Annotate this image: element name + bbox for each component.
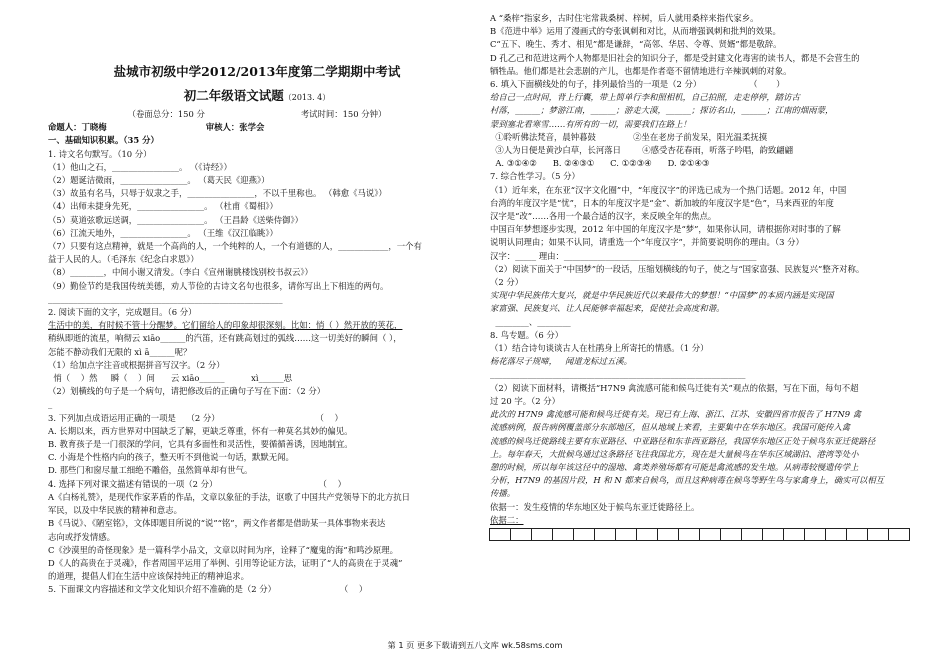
text-line: D. 那些门和窗尽量工细绝不雕俗，虽然简单却有世气。: [48, 465, 253, 476]
text-line: （5）莫道弦歌远送调，________________。 （王昌龄《送柴侍御》）: [48, 214, 304, 225]
text-line: （4）出师未捷身先死，________________。 （杜甫《蜀相》）: [48, 201, 278, 212]
text-line: B《马说》、《陋室铭》，文体即题目所说的“说”“铭”，两文作者都是借助某一具体事物来表达: [48, 518, 386, 529]
text-line: B. 教育孩子是一门很深的学问，它具有多面性和灵活性，要循循善诱，因地制宜。: [48, 439, 353, 450]
text-line: 7. 综合性学习。（5 分）: [490, 171, 580, 182]
text-line: （8）________，中间小谢又清发。（李白《宣州谢朓楼饯别校书叔云》）: [48, 267, 313, 278]
text-line: C. 小海是个性格内向的孩子，整天听不到他说一句话，默默无闻。: [48, 452, 294, 463]
text-line: C“五下、晚生、秀才、相见”都是谦辞，“高邻、华居、令尊、贤婿”都是敬辞。: [490, 39, 782, 50]
answer-line: ________、________: [490, 316, 571, 327]
answer-line: 汉字：_____ 理由：______________________________________________: [490, 250, 757, 261]
text-line: 军民，以及中华民族的精神和意志。: [48, 505, 182, 516]
passage-line: 分析，H7N9 的基因片段，H 和 N 都来自候鸟，而且这种病毒在候鸟等野生鸟与家禽身上，确实可以相互: [490, 475, 884, 486]
text-line: B《范进中举》运用了漫画式的夸张讽刺和对比，从而增强讽刺和批判的效果。: [490, 26, 781, 37]
text-line: 1. 诗文名句默写。（10 分）: [48, 148, 152, 159]
passage-line: 传播。: [490, 488, 516, 499]
text-line: （3）故虽有名马，只辱于奴隶之手，________________，不以千里称也。 （韩愈《马说》）: [48, 188, 387, 199]
text-line: （9）勤俭节约是我国传统美德，劝人节俭的古诗文名句也很多，请你写出上下相连的两句。: [48, 280, 389, 291]
text-line: 的道理，提倡人们在生活中应该保持纯正的精神追求。: [48, 571, 249, 582]
text-line: 台湾的年度汉字是“忧”，日本的年度汉字是“金”、新加坡的年度汉字是“色”，马来西亚的年度: [490, 197, 834, 208]
text-line: 悄（ ）然 瞬（ ）间 云 xiāo______ xì______思: [48, 373, 293, 384]
page-footer: 第 1 页 更多下载请到五八文库 wk.58sms.com: [387, 640, 563, 650]
text-line: （2）题诞洁微雨，________________。 （葛天民《迎燕》）: [48, 175, 270, 186]
answer-grid[interactable]: [490, 529, 920, 541]
text-line: A《白杨礼赞》，是现代作家茅盾的作品，文章以象征的手法，讴歌了中国共产党领导下的北方抗日: [48, 491, 410, 502]
text-line: 3. 下列加点成语运用正确的一项是 （2 分） （ ）: [48, 412, 343, 423]
option-line: ①聆听佛法梵音，晨钟暮鼓 ②坐在老房子前发呆，阳光温柔抚摸: [490, 131, 768, 142]
text-line: 汉字是“改”……各用一个最合适的汉字，来反映全年的焦点。: [490, 211, 717, 222]
text-line: D《人的高贵在于灵魂》，作者周国平运用了举例、引用等论证方法，证明了“人的高贵在于灵魂”: [48, 557, 403, 568]
text-line: （1）结合诗句谈谈古人在杜鹃身上所寄托的情感。（1 分）: [490, 343, 709, 354]
exam-date: （2013. 4）: [283, 93, 331, 102]
text-line: 过 20 字。（2 分）: [490, 395, 561, 406]
passage-line: 家富强、民族复兴、让人民能够幸福起来，促使社会高度和谐。: [490, 303, 725, 314]
text-line: 说明认同理由；如果不认同，请重选一个“年度汉字”，并简要说明你的理由。（3 分）: [490, 237, 804, 248]
exam-meta-scores: （卷面总分：150 分 考试时间：150 分钟）: [127, 109, 387, 119]
text-line: A “桑梓”指家乡，古时住宅常栽桑树、梓树，后人就用桑梓来指代家乡。: [490, 13, 759, 23]
poem-line: 杨花落尽子规啼， 闻道龙标过五溪。: [490, 356, 632, 367]
text-line: （6）江流天地外，________________。 （王维《汉江临眺》）: [48, 227, 278, 238]
text-line: （2）划横线的句子是一个病句，请把修改后的正确句子写在下面：（2 分）: [48, 386, 326, 397]
answer-line: _____________________________________________________________: [490, 369, 746, 380]
exam-subtitle-text: 初二年级语文试题: [183, 88, 284, 103]
passage-line: 生活中的美，有时候不管十分醒梦。它们留给人的印象却很深刻。比如：悄（ ）然开放的荚花，: [48, 320, 403, 331]
passage-line: 实现中华民族伟大复兴，就是中华民族近代以来最伟大的梦想！“中国梦”的本质内涵是实现国: [490, 290, 834, 301]
option-line: A. ③①④② B. ②④③① C. ①②③④ D. ②①④③: [490, 158, 710, 169]
text-line: （2）阅读下面材料，请概括“H7N9 禽流感可能和候鸟迁徙有关”观点的依据，写在下面，每句不超: [490, 382, 859, 393]
exam-subtitle: [48, 86, 466, 108]
passage-line: 此次的 H7N9 禽流感可能和候鸟迁徙有关。现已有上海、浙江、江苏、安徽四省市报告了 H7N9 禽: [490, 409, 862, 420]
text-line: C《沙漠里的奇怪现象》是一篇科学小品文，文章以时间为序，诠释了“魔鬼的海”和鸣沙原理。: [48, 544, 398, 555]
text-line: （2 分）: [490, 277, 524, 288]
text-line: 一、基础知识积累。（35 分）: [48, 135, 159, 146]
answer-line: ________________________________________________________: [48, 293, 283, 304]
text-line: A. 长期以来，西方世界对中国缺乏了解，更缺乏尊重，怀有一种莫名其妙的偏见。: [48, 425, 353, 436]
text-line: 中国百年梦想逐步实现，2012 年中国的年度汉字是“梦”，如果你认同，请根据你对时事的了解: [490, 224, 841, 235]
text-line: 志向或抒发情感。: [48, 531, 115, 542]
text-line: 益于人民的人。（毛泽东《纪念白求恩》）: [48, 254, 199, 265]
text-line: 依据二：: [490, 514, 524, 525]
text-line: 5. 下面课文内容描述和文学文化知识介绍不准确的是（2 分） （ ）: [48, 584, 368, 595]
option-line: ③人为日便是黄沙白草，长河落日 ④感受杏花春雨，听落子吟唱，韵致翩翩: [490, 145, 793, 156]
passage-line: 给自己一点时间，背上行囊，带上简单行李和照相机，自己拍照，走走停停，踏访古: [490, 92, 800, 103]
text-line: 8. 鸟专题。（6 分）: [490, 329, 564, 340]
text-line: （1）给加点字注音或根据拼音写汉字。（2 分）: [48, 359, 225, 370]
text-line: （1）近年来，在东亚“汉字文化圈”中，“年度汉字”的评选已成为一个热门话题。2012 年，中国: [490, 184, 847, 195]
text-line: 4. 选择下列对课文描述有错误的一项（2 分） （ ）: [48, 478, 346, 489]
left-column: [48, 8, 466, 597]
right-column: [490, 8, 920, 541]
text-line: D 孔乙己和范进这两个人物都是旧社会的知识分子，都是受封建文化毒害的读书人，都是不会营生的: [490, 52, 860, 63]
passage-line: 上。每年春天，大批候鸟通过这条路径飞往我国北方，现在是大量候鸟在华东区域湖泊、港湾等处小: [490, 448, 859, 459]
passage-line: 蒙到塞北看寒雪……有所有的一切，需要我们在路上！: [490, 118, 691, 129]
passage-line: 流感的候鸟迁徙路线主要有东亚路径、中亚路径和东非西亚路径，我国华东地区正处于候鸟东亚迁徙路径: [490, 435, 876, 446]
text-line: 依据一：发生疫情的华东地区处于候鸟东亚迁徙路径上。: [490, 501, 700, 512]
text-line: （1）他山之石，________________。 （《诗经》）: [48, 161, 232, 172]
passage-line: 村落，______；梦游江南，______；游走大漠，______；探访名山，______；江南的烟雨蒙，: [490, 105, 834, 116]
passage-line: 流感病例，报告病例覆盖部分东部地区，但从地域上来看，主要集中在华东地区。我国可能传入禽: [490, 422, 851, 433]
exam-title: 盐城市初级中学2012/2013年度第二学期期中考试: [113, 64, 401, 79]
passage-line: 憩的时候，所以每年该这径中的湿地、禽类养殖场都有可能是禽流感的发生地。从病毒较慢遗传学上: [490, 461, 859, 472]
text-line: 2. 阅读下面的文字，完成题目。（6 分）: [48, 307, 197, 318]
answer-line: _: [48, 399, 53, 410]
text-line: 6. 填入下面横线处的句子，排列最恰当的一项是（2 分） （ ）: [490, 79, 785, 90]
passage-line: 怎能不静动我们无限的 xì ā______呢？: [48, 346, 192, 357]
text-line: 牺牲品。他们都是社会悲剧的产儿，也都是作者毫不留情地进行辛辣讽刺的对象。: [490, 65, 792, 76]
exam-meta-authors: 命题人：丁晓梅 审核人：张学会: [48, 122, 265, 133]
passage-line: 稍纵即逝的流星，响彻云 xiāo______的汽笛，还有跳高划过的弧线……这一切美好的瞬间（ ），: [48, 333, 402, 344]
text-line: （7）只要有这点精神，就是一个高尚的人，一个纯粹的人，一个有道德的人，____________，一个有: [48, 241, 422, 252]
text-line: （2）阅读下面关于“中国梦”的一段话，压缩划横线的句子，使之与“国家富强、民族复兴”整齐对称。: [490, 263, 865, 274]
